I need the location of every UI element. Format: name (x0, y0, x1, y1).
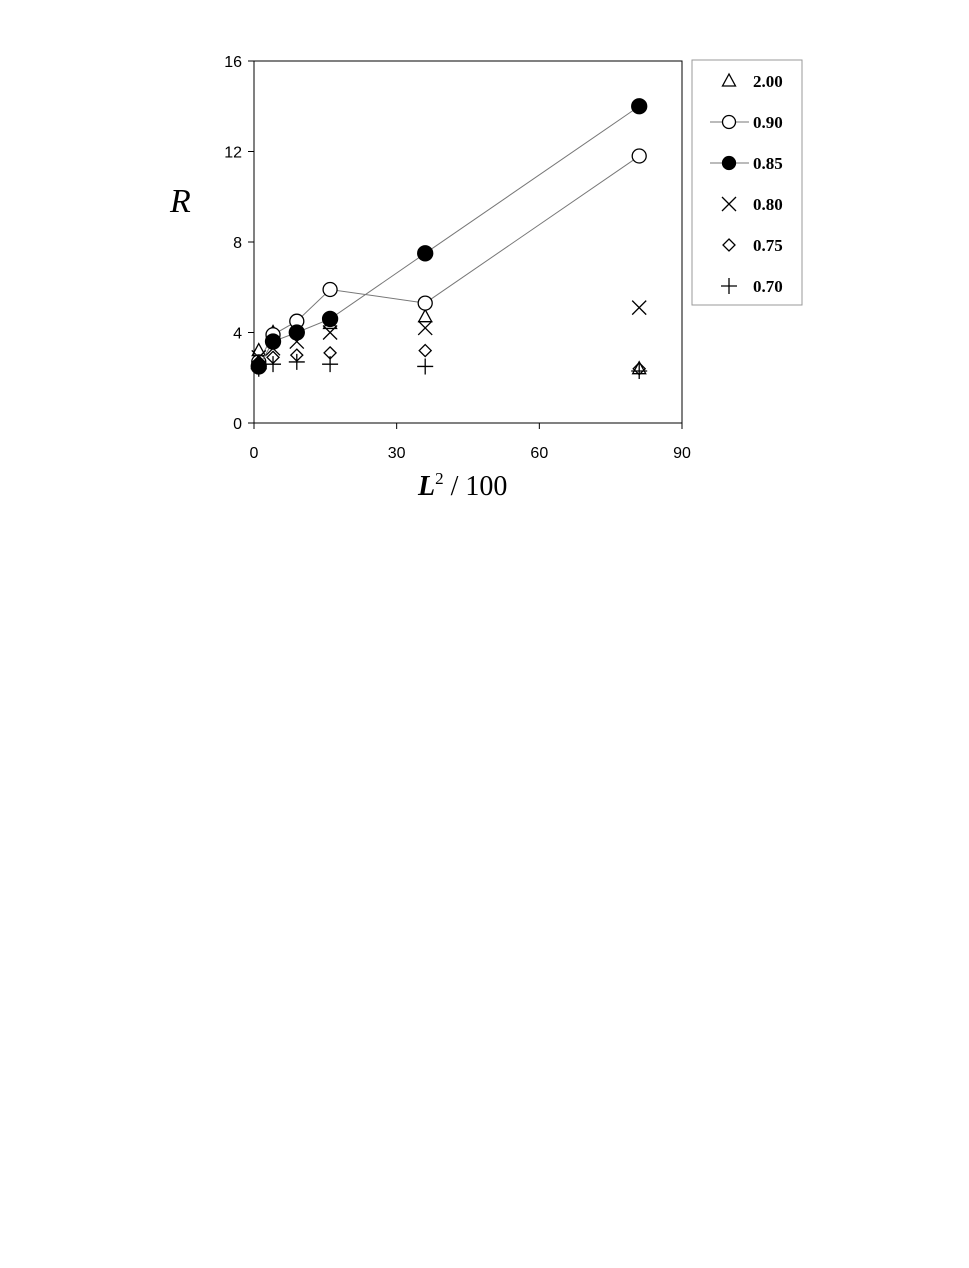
x-tick-label: 0 (249, 445, 259, 462)
legend-label: 0.75 (753, 236, 783, 255)
data-point (632, 149, 646, 163)
series-0.70 (251, 354, 647, 379)
data-point (418, 296, 432, 310)
data-point (631, 363, 647, 379)
data-point (323, 326, 337, 340)
x-axis-label (417, 469, 507, 502)
data-point (632, 301, 646, 315)
legend-label: 2.00 (753, 72, 783, 91)
x-tick-label: 90 (673, 445, 691, 462)
legend-label: 0.80 (753, 195, 783, 214)
plot-frame (254, 61, 682, 423)
data-point (323, 311, 338, 326)
y-tick-label: 8 (233, 235, 242, 252)
x-axis-label-sup: 2 (435, 469, 444, 488)
series-layer (251, 99, 647, 379)
data-point (418, 246, 433, 261)
data-point (322, 356, 338, 372)
series-0.75 (253, 345, 645, 375)
x-axis-label-main: L (418, 471, 436, 502)
y-tick-label: 12 (224, 144, 242, 162)
data-point (419, 310, 432, 322)
data-point (266, 334, 281, 349)
data-point (323, 283, 337, 297)
series-2.00 (252, 310, 645, 374)
y-tick-label: 16 (224, 54, 242, 71)
axes (224, 54, 691, 462)
legend (692, 60, 802, 305)
y-axis-label: R (170, 183, 191, 220)
series-line (259, 156, 639, 362)
x-tick-label: 30 (387, 445, 406, 462)
y-tick-label: 0 (233, 416, 242, 433)
data-point (632, 99, 647, 114)
y-tick-label: 4 (233, 325, 242, 343)
legend-marker (723, 157, 736, 170)
series-0.80 (252, 301, 646, 365)
legend-box (692, 60, 802, 305)
data-point (417, 358, 433, 374)
plot-area (254, 61, 682, 423)
series-line (259, 106, 639, 366)
data-point (418, 321, 432, 335)
data-point (419, 345, 431, 357)
legend-label: 0.90 (753, 113, 783, 132)
legend-label: 0.85 (753, 154, 783, 173)
series-0.85 (251, 99, 646, 374)
legend-label: 0.70 (753, 277, 783, 296)
series-0.90 (252, 149, 646, 369)
x-axis-label-rest: / 100 (443, 471, 508, 502)
x-tick-label: 60 (530, 445, 549, 462)
data-point (289, 325, 304, 340)
legend-marker (723, 116, 736, 129)
